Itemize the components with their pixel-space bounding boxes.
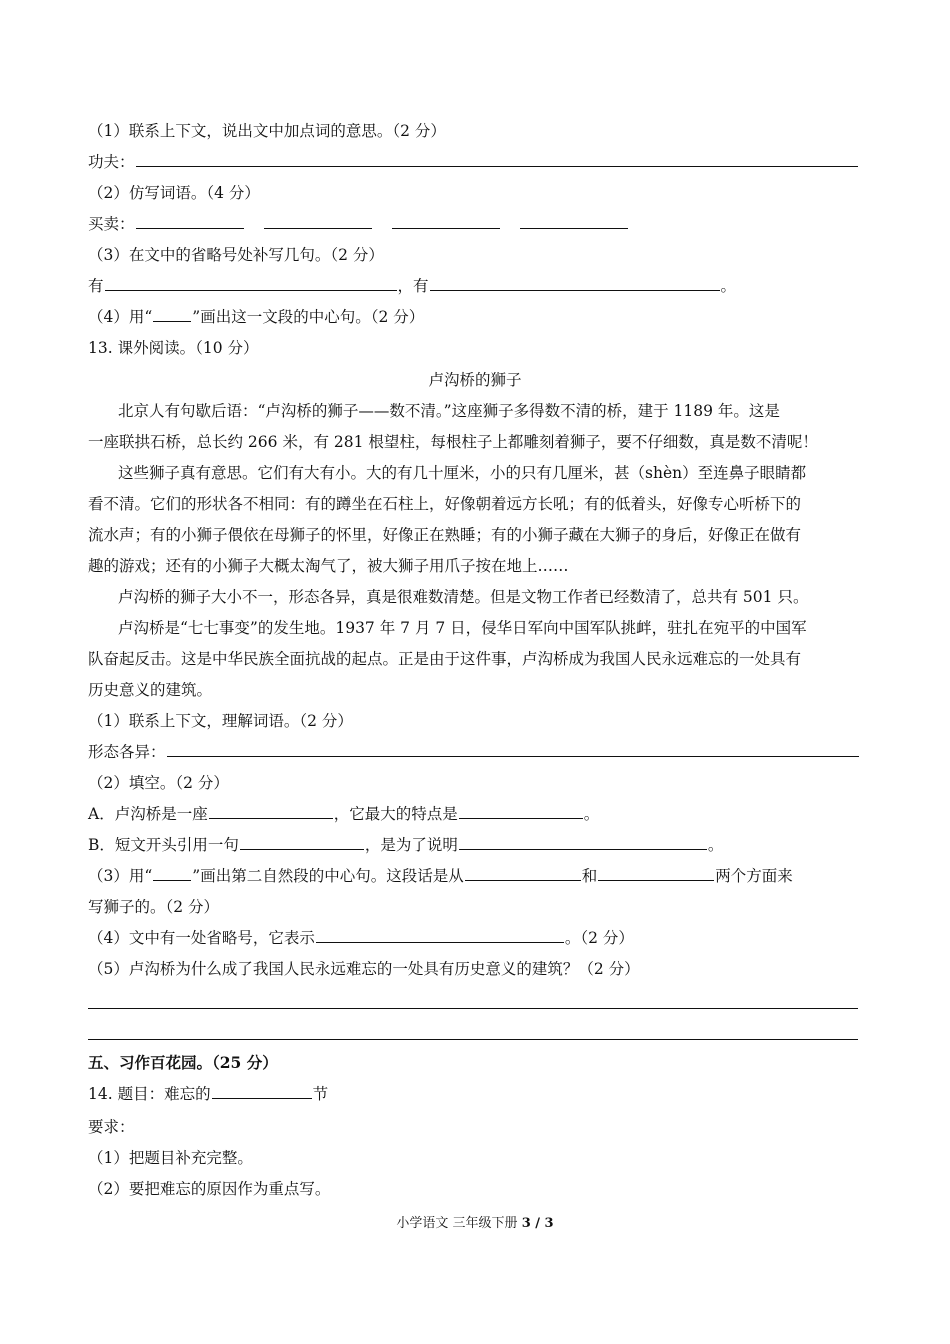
q13-part3 bbox=[88, 865, 793, 887]
fill-blank-2[interactable] bbox=[430, 275, 720, 291]
gongfu-label: 功夫： bbox=[88, 153, 135, 171]
passage-p2-line2: 看不清。它们的形状各不相同：有的蹲坐在石柱上，好像朝着远方长吼；有的低着头，好像专心听桥下的 bbox=[88, 495, 802, 513]
q13-heading: 13. 课外阅读。（10 分） bbox=[88, 339, 259, 357]
underline-sample-2 bbox=[153, 865, 191, 881]
q13-part3-line2: 写狮子的。（2 分） bbox=[88, 898, 220, 916]
q12-fill-row bbox=[88, 275, 736, 297]
passage-p3: 卢沟桥的狮子大小不一，形态各异，真是很难数清楚。但是文物工作者已经数清了，总共有 501 只。 bbox=[118, 588, 809, 606]
q12-part4 bbox=[88, 306, 424, 328]
requirement-2: （2）要把难忘的原因作为重点写。 bbox=[88, 1180, 331, 1198]
passage-p2-line3: 流水声；有的小狮子偎依在母狮子的怀里，好像正在熟睡；有的小狮子藏在大狮子的身后，好像正在做有 bbox=[88, 526, 802, 544]
fill-blank-1[interactable] bbox=[105, 275, 397, 291]
period: 。 bbox=[720, 277, 737, 295]
passage-p1-line2: 一座联拱石桥，总长约 266 米，有 281 根望柱，每根柱子上都雕刻着狮子，要不仔细数，真是数不清呢！ bbox=[88, 433, 818, 451]
underline-sample bbox=[153, 306, 191, 322]
q13-xingtai-row bbox=[88, 741, 860, 763]
part3-and: 和 bbox=[581, 867, 598, 885]
footer-page-number: 3 / 3 bbox=[521, 1216, 554, 1231]
part2-a-blank-2[interactable] bbox=[459, 803, 583, 819]
q13-part4 bbox=[88, 927, 634, 949]
part2-b-blank-2[interactable] bbox=[459, 834, 707, 850]
q12-part4-post: ”画出这一文段的中心句。（2 分） bbox=[192, 308, 425, 326]
q12-part1: （1）联系上下文，说出文中加点词的意思。（2 分） bbox=[88, 122, 446, 140]
q12-part3: （3）在文中的省略号处补写几句。（2 分） bbox=[88, 246, 384, 264]
passage-p4-line3: 历史意义的建筑。 bbox=[88, 681, 213, 699]
q12-maimai-row bbox=[88, 213, 629, 235]
passage-p2-line1: 这些狮子真有意思。它们有大有小。大的有几十厘米，小的只有几厘米，甚（shèn）至连鼻子眼睛都 bbox=[118, 464, 807, 482]
maimai-blank-2[interactable] bbox=[264, 213, 372, 229]
q13-part2-b bbox=[88, 834, 723, 856]
requirement-1: （1）把题目补充完整。 bbox=[88, 1149, 253, 1167]
part2-b-pre: B．短文开头引用一句 bbox=[88, 836, 239, 854]
passage-title: 卢沟桥的狮子 bbox=[428, 371, 522, 389]
maimai-blank-3[interactable] bbox=[392, 213, 500, 229]
topic-post: 节 bbox=[312, 1085, 329, 1103]
passage-p4-line1: 卢沟桥是“七七事变”的发生地。1937 年 7 月 7 日，侵华日军向中国军队挑衅，驻扎在宛平的中国军 bbox=[118, 619, 807, 637]
part2-a-end: 。 bbox=[583, 805, 600, 823]
answer-line-1[interactable] bbox=[88, 1008, 858, 1009]
part3-pre: （3）用“ bbox=[88, 867, 153, 885]
answer-line-2[interactable] bbox=[88, 1039, 858, 1040]
xingtai-label: 形态各异： bbox=[88, 743, 166, 761]
q13-part1: （1）联系上下文，理解词语。（2 分） bbox=[88, 712, 353, 730]
requirements-label: 要求： bbox=[88, 1118, 135, 1136]
part2-a-pre: A．卢沟桥是一座 bbox=[88, 805, 208, 823]
part2-b-blank-1[interactable] bbox=[240, 834, 364, 850]
q14-topic bbox=[88, 1083, 328, 1105]
gongfu-answer-blank[interactable] bbox=[136, 151, 858, 167]
part4-pre: （4）文中有一处省略号，它表示 bbox=[88, 929, 315, 947]
q13-part2-a bbox=[88, 803, 599, 825]
passage-p1-line1: 北京人有句歇后语：“卢沟桥的狮子——数不清。”这座狮子多得数不清的桥，建于 1189 年。这是 bbox=[118, 402, 780, 420]
you-label-1: 有 bbox=[88, 277, 104, 295]
part3-post: 两个方面来 bbox=[715, 867, 793, 885]
part2-a-blank-1[interactable] bbox=[209, 803, 333, 819]
q13-part2: （2）填空。（2 分） bbox=[88, 774, 229, 792]
part2-b-mid: ，是为了说明 bbox=[364, 836, 458, 854]
q13-part5: （5）卢沟桥为什么成了我国人民永远难忘的一处具有历史意义的建筑？（2 分） bbox=[88, 960, 640, 978]
you-label-2: ，有 bbox=[397, 277, 429, 295]
topic-blank[interactable] bbox=[212, 1083, 312, 1099]
page-footer bbox=[0, 1213, 950, 1235]
section5-heading: 五、习作百花园。（25 分） bbox=[88, 1053, 278, 1072]
part4-blank[interactable] bbox=[316, 927, 564, 943]
part4-post: 。（2 分） bbox=[564, 929, 634, 947]
part2-b-end: 。 bbox=[707, 836, 724, 854]
part3-mid: ”画出第二自然段的中心句。这段话是从 bbox=[192, 867, 464, 885]
topic-pre: 14. 题目：难忘的 bbox=[88, 1085, 211, 1103]
footer-subject: 小学语文 三年级下册 bbox=[396, 1216, 522, 1231]
q12-part4-pre: （4）用“ bbox=[88, 308, 153, 326]
maimai-blank-4[interactable] bbox=[520, 213, 628, 229]
maimai-blank-1[interactable] bbox=[136, 213, 244, 229]
part3-blank-2[interactable] bbox=[598, 865, 714, 881]
xingtai-answer-blank[interactable] bbox=[167, 741, 859, 757]
passage-p2-line4: 趣的游戏；还有的小狮子大概太淘气了，被大狮子用爪子按在地上…… bbox=[88, 557, 569, 575]
part3-blank-1[interactable] bbox=[465, 865, 581, 881]
part2-a-mid: ，它最大的特点是 bbox=[333, 805, 458, 823]
passage-p4-line2: 队奋起反击。这是中华民族全面抗战的起点。正是由于这件事，卢沟桥成为我国人民永远难忘的一处具有 bbox=[88, 650, 802, 668]
q12-part2: （2）仿写词语。（4 分） bbox=[88, 184, 260, 202]
q12-gongfu-row bbox=[88, 151, 859, 173]
maimai-label: 买卖： bbox=[88, 215, 135, 233]
